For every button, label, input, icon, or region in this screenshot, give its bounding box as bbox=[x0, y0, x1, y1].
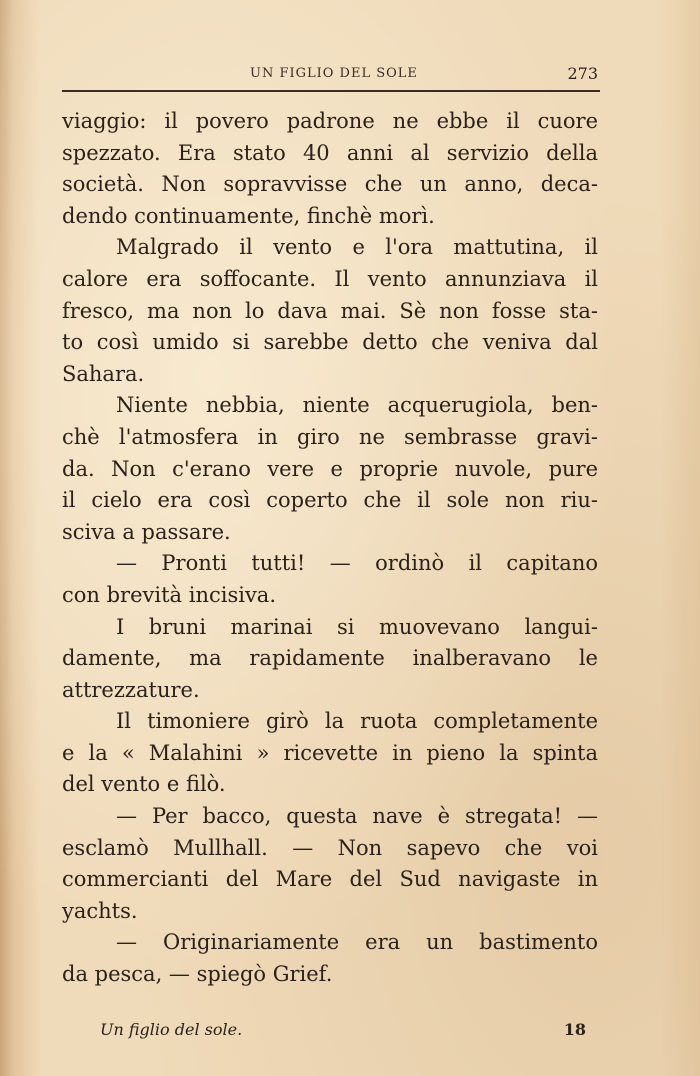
text-line: — Per bacco, questa nave è stregata! — bbox=[116, 804, 598, 829]
text-line: con brevità incisiva. bbox=[62, 582, 276, 607]
text-line: — Originariamente era un bastimento bbox=[116, 930, 598, 955]
text-line: — Pronti tutti! — ordinò il capitano bbox=[116, 551, 598, 576]
text-line: spezzato. Era stato 40 anni al servizio della bbox=[62, 140, 598, 165]
text-line: chè l'atmosfera in giro ne sembrasse gravi- bbox=[62, 424, 598, 449]
text-line: Sahara. bbox=[62, 361, 145, 386]
text-line: viaggio: il povero padrone ne ebbe il cuore bbox=[62, 109, 598, 133]
signature-number: 18 bbox=[563, 1020, 586, 1039]
page-footer bbox=[100, 1020, 586, 1044]
text-line: da. Non c'erano vere e proprie nuvole, pure bbox=[62, 456, 598, 481]
text-line: del vento e filò. bbox=[62, 772, 226, 797]
page-number: 273 bbox=[567, 64, 598, 83]
text-line: Malgrado il vento e l'ora mattutina, il bbox=[116, 235, 598, 260]
signature-title: Un figlio del sole. bbox=[100, 1020, 243, 1039]
text-line: fresco, ma non lo dava mai. Sè non fosse sta- bbox=[62, 298, 598, 323]
text-line: yachts. bbox=[62, 898, 138, 923]
body-text bbox=[62, 106, 598, 991]
text-line: società. Non sopravvisse che un anno, deca- bbox=[62, 172, 598, 197]
text-line: attrezzature. bbox=[62, 677, 200, 702]
text-line: damente, ma rapidamente inalberavano le bbox=[62, 646, 598, 671]
text-line: Niente nebbia, niente acquerugiola, ben- bbox=[116, 393, 598, 418]
text-line: commercianti del Mare del Sud navigaste in bbox=[62, 867, 598, 892]
text-line: calore era soffocante. Il vento annunziava il bbox=[62, 266, 598, 291]
page-header bbox=[62, 62, 600, 92]
text-line: esclamò Mullhall. — Non sapevo che voi bbox=[62, 835, 598, 860]
text-line: e la « Malahini » ricevette in pieno la spinta bbox=[62, 740, 598, 765]
text-line: da pesca, — spiegò Grief. bbox=[62, 962, 333, 987]
text-line: dendo continuamente, finchè morì. bbox=[62, 203, 435, 228]
running-title: UN FIGLIO DEL SOLE bbox=[250, 66, 418, 81]
text-line: Il timoniere girò la ruota completamente bbox=[116, 709, 598, 734]
text-line: I bruni marinai si muovevano langui- bbox=[116, 614, 598, 639]
text-line: to così umido si sarebbe detto che veniva dal bbox=[62, 330, 598, 355]
text-line: sciva a passare. bbox=[62, 519, 231, 544]
text-line: il cielo era così coperto che il sole non riu- bbox=[62, 488, 598, 513]
